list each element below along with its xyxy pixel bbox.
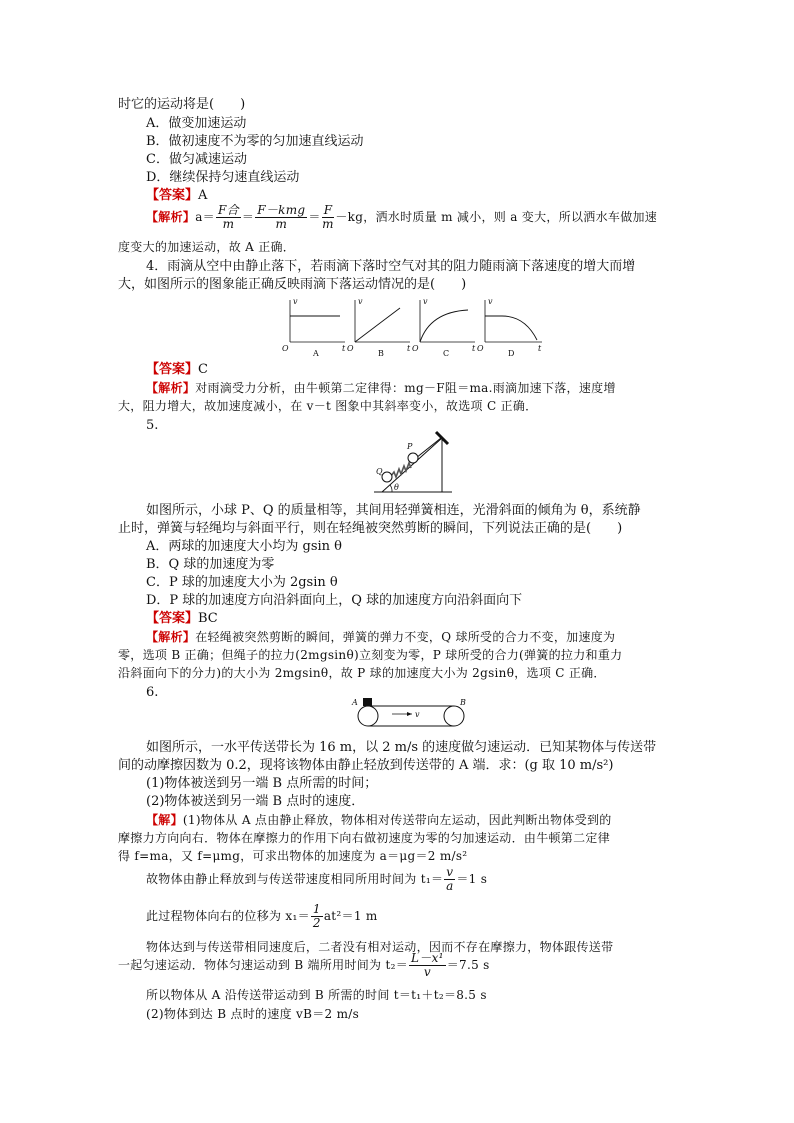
graph-label: D (508, 349, 515, 358)
fraction (444, 866, 455, 893)
q6-solution (146, 811, 612, 829)
rope (416, 438, 441, 458)
label-theta: θ (394, 483, 399, 492)
q6-sub1: (1)物体被送到另一端 B 点所需的时间； (146, 776, 378, 791)
q5-stem-line1: 如图所示，小球 P、Q 的质量相等，其间用轻弹簧相连，光滑斜面的倾角为 θ，系统静 (146, 503, 641, 518)
analysis-tag: 【解析】 (146, 210, 196, 224)
frac-num: 1 (312, 902, 321, 916)
answer-tag: 【答案】 (146, 362, 199, 377)
q5-option-a: A．两球的加速度大小均为 gsin θ (146, 539, 343, 554)
solution-text: ＝7.5 s (446, 958, 490, 972)
q6-stem-line2: 间的动摩擦因数为 0.2，现将该物体由静止轻放到传送带的 A 端．求：(g 取 10 m/s²) (118, 758, 614, 773)
q6-sol-t2 (118, 952, 490, 979)
pulley-a (358, 706, 378, 726)
frac-num: F合 (217, 203, 239, 217)
answer-tag: 【答案】 (146, 188, 199, 203)
q5-analysis-line3: 沿斜面向下的分力)的大小为 2mgsinθ，故 P 球的加速度大小为 2gsinθ，选项 C 正确． (118, 666, 606, 680)
frac-den: 2 (312, 916, 321, 930)
solution-text: at²＝1 m (323, 909, 378, 923)
axis-t-label: t (472, 344, 476, 353)
q4-analysis (146, 379, 616, 397)
q5-analysis (146, 628, 615, 646)
conveyor-figure (350, 692, 474, 732)
analysis-text: －kg，洒水时质量 m 减小，则 a 变大，所以洒水车做加速 (335, 210, 658, 224)
pulley-b (444, 706, 464, 726)
answer-value: C (198, 362, 208, 377)
spring (391, 463, 411, 477)
q5-analysis-line2: 零，选项 B 正确；但绳子的拉力(2mgsinθ)立刻变为零，P 球所受的合力(弹簧的拉力和重力 (118, 648, 623, 662)
q6-number: 6. (146, 685, 159, 700)
solution-text: (1)物体从 A 点由静止释放，物体相对传送带向左运动，因此判断出物体受到的 (182, 813, 612, 827)
vt-graphs-figure (280, 296, 550, 358)
graph-d (477, 297, 542, 358)
frac-den: v (423, 965, 431, 979)
axis-t-label: t (538, 344, 542, 353)
q3-option-c: C．做匀减速运动 (146, 152, 247, 167)
q5-answer (146, 610, 218, 628)
fraction (311, 903, 323, 930)
analysis-tag: 【解析】 (146, 630, 196, 644)
label-q: Q (376, 467, 383, 476)
label-v: v (415, 710, 420, 719)
q3-option-a: A．做变加速运动 (146, 116, 247, 131)
ball-p (408, 453, 418, 463)
fraction (409, 952, 446, 979)
q6-sol-x1 (146, 903, 378, 930)
label-b: B (460, 698, 466, 707)
frac-den: m (275, 217, 288, 231)
frac-num: F－kmg (257, 203, 306, 217)
fraction (322, 204, 335, 231)
frac-num: L－x¹ (411, 951, 444, 965)
q6-stem-line1: 如图所示，一水平传送带长为 16 m，以 2 m/s 的速度做匀速运动．已知某物体与传送带 (146, 740, 657, 755)
graph-a (282, 297, 346, 358)
analysis-text: 在轻绳被突然剪断的瞬间，弹簧的弹力不变，Q 球所受的合力不变，加速度为 (195, 630, 616, 644)
q6-sub2: (2)物体被送到另一端 B 点时的速度． (146, 794, 365, 809)
fraction (216, 204, 241, 231)
origin-label: O (282, 344, 289, 353)
analysis-text: 对雨滴受力分析，由牛顿第二定律得：mg－F阻＝ma.雨滴加速下落，速度增 (195, 381, 616, 395)
q6-sol-part2: (2)物体到达 B 点时的速度 vB＝2 m/s (146, 1007, 360, 1021)
label-a: A (352, 698, 358, 707)
q4-stem-line2: 大，如图所示的图象能正确反映雨滴下落运动情况的是( ) (118, 277, 467, 292)
q3-option-b: B．做初速度不为零的匀加速直线运动 (146, 134, 364, 149)
origin-label: O (477, 344, 484, 353)
q3-option-d: D．继续保持匀速直线运动 (146, 170, 300, 185)
analysis-tag: 【解】 (146, 813, 183, 827)
origin-label: O (412, 344, 419, 353)
q5-option-c: C．P 球的加速度大小为 2gsin θ (146, 575, 338, 590)
q5-option-d: D．P 球的加速度方向沿斜面向上，Q 球的加速度方向沿斜面向下 (146, 593, 523, 608)
frac-den: m (322, 217, 334, 231)
frac-den: m (222, 217, 235, 231)
solution-text: 一起匀速运动．物体匀速运动到 B 端所用时间为 t₂＝ (118, 958, 408, 972)
answer-value: BC (198, 611, 218, 626)
q5-number: 5. (146, 418, 159, 433)
axis-v-label: v (358, 297, 363, 306)
q4-stem-line1: 4．雨滴从空中由静止落下，若雨滴下落时空气对其的阻力随雨滴下落速度的增大而增 (146, 259, 636, 274)
answer-value: A (198, 188, 208, 203)
fraction (255, 204, 307, 231)
frac-den: a (446, 879, 454, 893)
q4-answer (146, 361, 208, 379)
solution-text: 故物体由静止释放到与传送带速度相同所用时间为 t₁＝ (146, 872, 444, 886)
q3-analysis: 【解析】a＝ $\frac{\text{F合}}{m}$ ＝ $\frac{\text{F－kmg}}{m}$ ＝ $\frac{F}{m}$ －kg，洒水时质量 m 减小，则 a 变大，所以洒水车做加速 (146, 203, 658, 231)
axis-v-label: v (293, 297, 298, 306)
analysis-text: a＝ (195, 210, 215, 224)
analysis-tag: 【解析】 (146, 381, 196, 395)
incline-figure (368, 428, 454, 496)
axis-t-label: t (342, 344, 346, 353)
q6-sol-line3: 得 f=ma，又 f=μmg，可求出物体的加速度为 a＝μg＝2 m/s² (118, 849, 468, 863)
axis-t-label: t (407, 344, 411, 353)
axis-v-label: v (488, 297, 493, 306)
ball-q (382, 472, 392, 482)
graph-c (412, 297, 476, 358)
graph-label: A (313, 349, 319, 358)
label-p: P (407, 442, 413, 451)
graph-b (347, 297, 411, 358)
q6-sol-line2: 摩擦力方向向右．物体在摩擦力的作用下向右做初速度为零的匀加速运动．由牛顿第二定律 (118, 831, 611, 845)
q6-sol-line6: 物体达到与传送带相同速度后，二者没有相对运动，因而不存在摩擦力，物体跟传送带 (146, 940, 614, 954)
graph-label: B (378, 349, 384, 358)
axis-v-label: v (423, 297, 428, 306)
q5-stem-line2: 止时，弹簧与轻绳均与斜面平行，则在轻绳被突然剪断的瞬间，下列说法正确的是( ) (118, 521, 623, 536)
solution-text: 此过程物体向右的位移为 x₁＝ (146, 909, 310, 923)
q5-option-b: B．Q 球的加速度为零 (146, 557, 275, 572)
q6-sol-total: 所以物体从 A 沿传送带运动到 B 所需的时间 t＝t₁＋t₂＝8.5 s (146, 988, 487, 1002)
q4-analysis-line2: 大，阻力增大，故加速度减小，在 v－t 图象中其斜率变小，故选项 C 正确． (118, 399, 538, 413)
q3-analysis-line2: 度变大的加速运动，故 A 正确． (118, 240, 296, 254)
frac-num: F (323, 203, 333, 217)
frac-num: v (446, 865, 454, 879)
q3-stem-end: 时它的运动将是( ) (118, 97, 246, 112)
origin-label: O (347, 344, 354, 353)
answer-tag: 【答案】 (146, 611, 199, 626)
solution-text: ＝1 s (456, 872, 488, 886)
graph-label: C (443, 349, 450, 358)
block (363, 698, 372, 706)
q3-answer (146, 187, 207, 205)
q6-sol-t1 (146, 866, 487, 893)
